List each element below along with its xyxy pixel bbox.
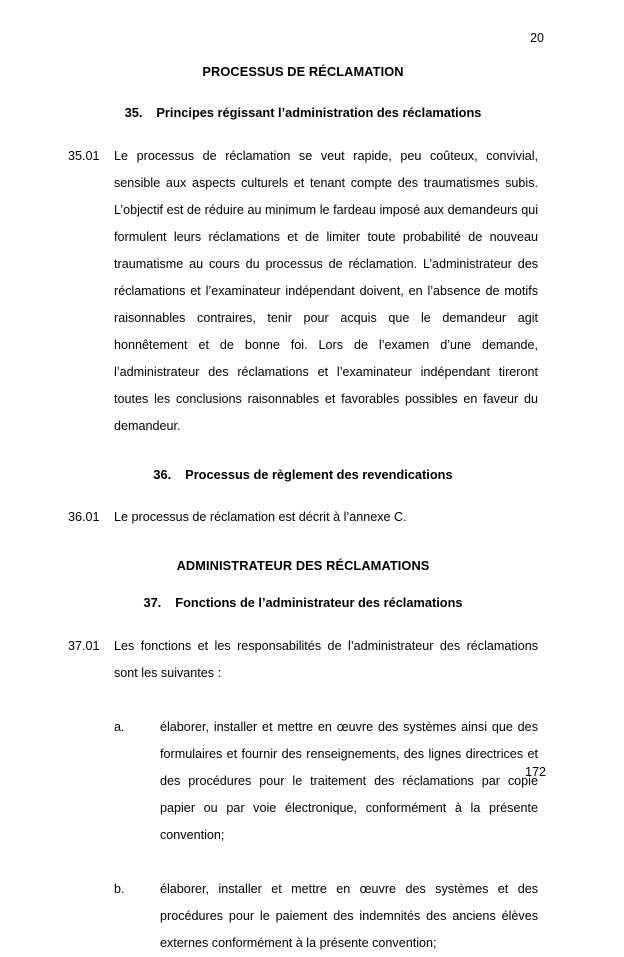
section-number-37: 37. xyxy=(143,595,162,611)
list-item xyxy=(114,876,538,957)
list-item-marker-b: b. xyxy=(114,881,125,896)
spacer xyxy=(68,440,538,467)
section-heading-35 xyxy=(68,105,538,120)
paragraph-number-36-01: 36.01 xyxy=(68,510,100,525)
section-title-35: Principes régissant l’administration des réclamations xyxy=(156,105,482,121)
page-number-bottom: 172 xyxy=(525,764,546,779)
list-item-text-a: élaborer, installer et mettre en œuvre des systèmes ainsi que des formulaires et fournir des renseignements, des lignes directrices et des procédures pour le traitement des réclamations par copie papier ou par voie électronique, conformément à la présente convention; xyxy=(160,719,538,842)
spacer xyxy=(68,121,538,143)
paragraph-text-37-01: Les fonctions et les responsabilités de l’administrateur des réclamations sont les suivantes : xyxy=(114,638,538,680)
section-heading-37 xyxy=(68,595,538,610)
paragraph-35-01 xyxy=(68,143,538,440)
paragraph-36-01 xyxy=(68,504,538,531)
paragraph-number-35-01: 35.01 xyxy=(68,148,100,163)
paragraph-number-37-01: 37.01 xyxy=(68,638,100,653)
spacer xyxy=(68,531,538,558)
spacer xyxy=(68,849,538,876)
paragraph-37-01 xyxy=(68,633,538,687)
section-title-36: Processus de règlement des revendications xyxy=(185,466,453,482)
functions-list xyxy=(68,714,538,957)
spacer xyxy=(68,482,538,504)
spacer xyxy=(68,687,538,714)
page-number-top: 20 xyxy=(530,31,544,45)
section-number-35: 35. xyxy=(124,105,143,121)
list-item-marker-a: a. xyxy=(114,719,125,734)
section-heading-36 xyxy=(68,467,538,482)
paragraph-text-36-01: Le processus de réclamation est décrit à l’annexe C. xyxy=(114,510,407,525)
spacer xyxy=(68,573,538,595)
document-title: PROCESSUS DE RÉCLAMATION xyxy=(202,64,404,79)
list-item xyxy=(114,714,538,849)
list-item-text-b: élaborer, installer et mettre en œuvre des systèmes et des procédures pour le paiement des indemnités des anciens élèves externes conformément à la présente convention; xyxy=(160,881,538,950)
spacer xyxy=(68,611,538,633)
spacer xyxy=(68,79,538,105)
section-number-36: 36. xyxy=(153,466,172,482)
document-content xyxy=(68,64,538,957)
paragraph-text-35-01: Le processus de réclamation se veut rapide, peu coûteux, convivial, sensible aux aspects culturels et tenant compte des traumatismes subis. L’objectif est de réduire au minimum le fardeau imposé aux demandeurs qui formulent leurs réclamations et de limiter toute probabilité de nouveau traumatisme au cours du processus de réclamation. L’administrateur des réclamations et l’examinateur indépendant doivent, en l’absence de motifs raisonnables contraires, tenir pour acquis que le demandeur agit honnêtement et de bonne foi. Lors de l’examen d’une demande, l’administrateur des réclamations et l’examinateur indépendant tireront toutes les conclusions raisonnables et favorables possibles en faveur du demandeur. xyxy=(114,148,538,433)
section-title-37: Fonctions de l’administrateur des réclamations xyxy=(175,595,463,611)
document-title-2: ADMINISTRATEUR DES RÉCLAMATIONS xyxy=(176,558,430,574)
